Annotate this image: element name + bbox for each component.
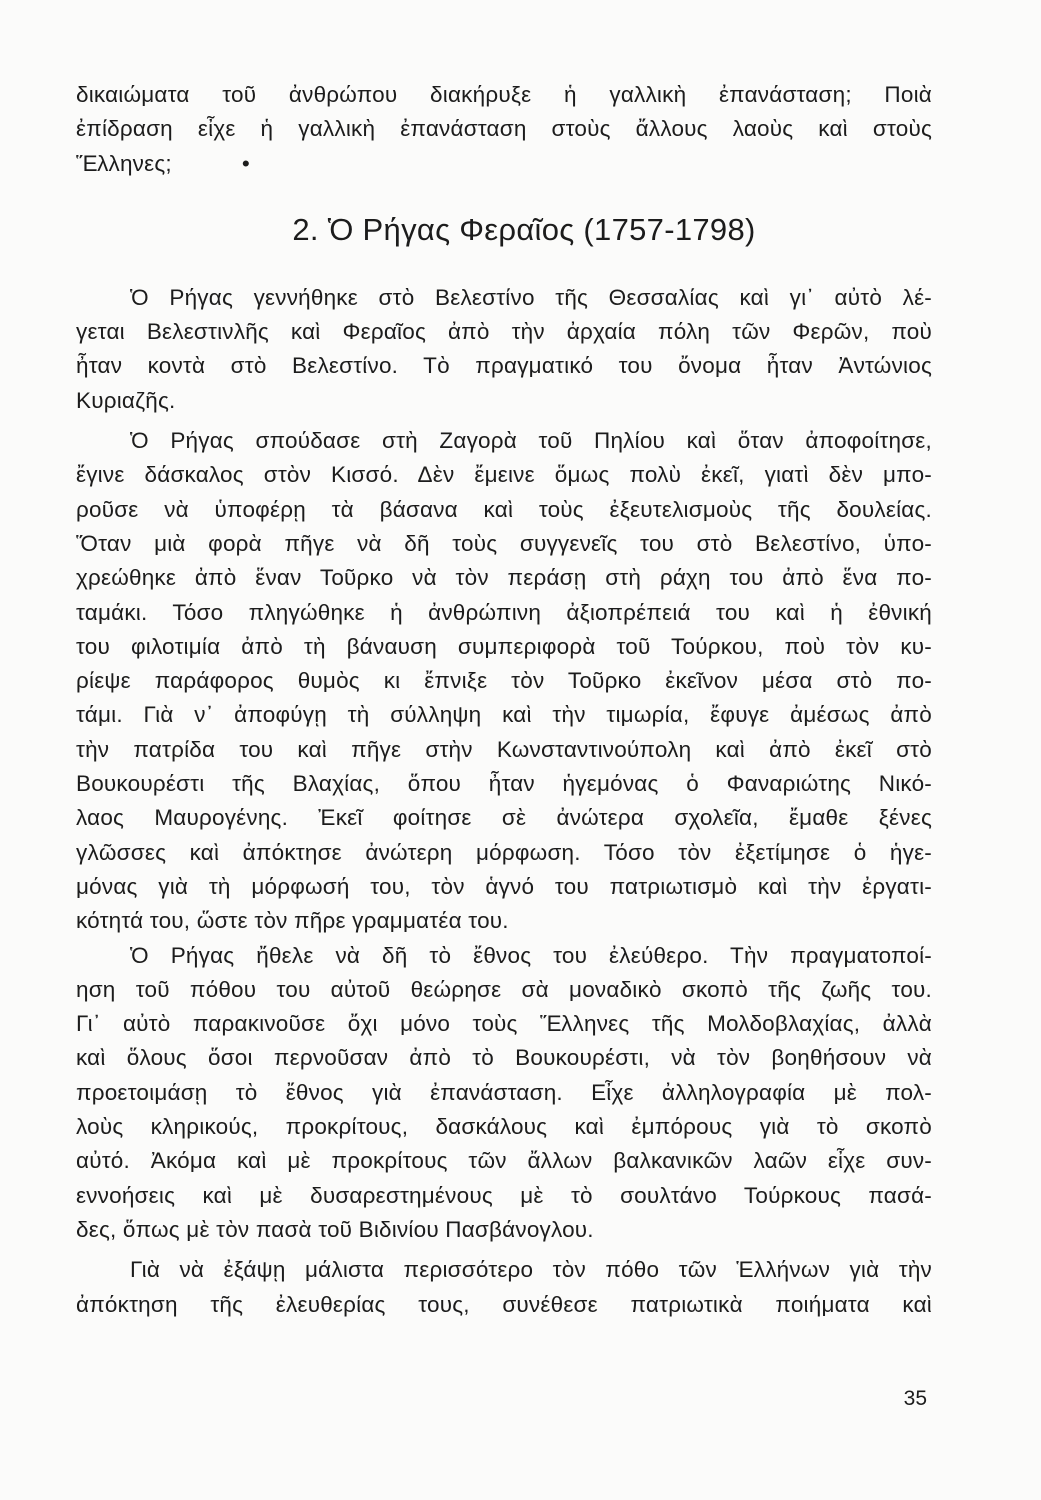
text-line: δικαιώματα τοῦ ἀνθρώπου διακήρυξε ἡ γαλλικὴ ἐπανάσταση; Ποιὰ bbox=[76, 82, 932, 107]
paragraph-2 bbox=[76, 424, 932, 938]
text-line: αὐτό. Ἀκόμα καὶ μὲ προκρίτους τῶν ἄλλων βαλκανικῶν λαῶν εἶχε συν- bbox=[76, 1148, 932, 1174]
text-line: ροῦσε νὰ ὑποφέρῃ τὰ βάσανα καὶ τοὺς ἐξευτελισμοὺς τῆς δουλείας. bbox=[76, 496, 932, 522]
text-line: γλῶσσες καὶ ἀπόκτησε ἀνώτερη μόρφωση. Τόσο τὸν ἐξετίμησε ὁ ἡγε- bbox=[76, 839, 932, 865]
text-line: τάμι. Γιὰ ν᾽ ἀποφύγῃ τὴ σύλληψη καὶ τὴν τιμωρία, ἔφυγε ἀμέσως ἀπὸ bbox=[76, 702, 932, 728]
text-line: Ἕλληνες; bbox=[76, 150, 172, 176]
text-line: μόνας γιὰ τὴ μόρφωσή του, τὸν ἁγνό του πατριωτισμὸ καὶ τὴν ἐργατι- bbox=[76, 873, 932, 899]
text-line: ρίεψε παράφορος θυμὸς κι ἔπνιξε τὸν Τοῦρκο ἐκεῖνον μέσα στὸ πο- bbox=[76, 668, 932, 694]
text-line: Κυριαζῆς. bbox=[76, 387, 176, 413]
text-line: ταμάκι. Τόσο πληγώθηκε ἡ ἀνθρώπινη ἀξιοπρέπειά του καὶ ἡ ἐθνική bbox=[76, 599, 932, 625]
text-line: κότητά του, ὥστε τὸν πῆρε γραμματέα του. bbox=[76, 908, 509, 934]
text-line: δες, ὅπως μὲ τὸν πασὰ τοῦ Βιδινίου Πασβάνογλου. bbox=[76, 1216, 594, 1242]
section-heading: 2. Ὁ Ρήγας Φεραῖος (1757-1798) bbox=[292, 211, 756, 247]
page-number: 35 bbox=[903, 1387, 927, 1410]
bullet-mark: • bbox=[241, 150, 250, 176]
text-line: ἀπόκτηση τῆς ἐλευθερίας τους, συνέθεσε πατριωτικὰ ποιήματα καὶ bbox=[76, 1291, 932, 1317]
page-body bbox=[76, 78, 932, 1322]
text-line: ηση τοῦ πόθου του αὐτοῦ θεώρησε σὰ μοναδικὸ σκοπὸ τῆς ζωῆς του. bbox=[76, 976, 932, 1002]
text-line: ἦταν κοντὰ στὸ Βελεστίνο. Τὸ πραγματικό του ὄνομα ἦταν Ἀντώνιος bbox=[76, 353, 932, 379]
text-line: γεται Βελεστινλῆς καὶ Φεραῖος ἀπὸ τὴν ἀρχαία πόλη τῶν Φερῶν, ποὺ bbox=[76, 319, 932, 345]
paragraph-1 bbox=[76, 281, 932, 418]
text-line: λαος Μαυρογένης. Ἐκεῖ φοίτησε σὲ ἀνώτερα σχολεῖα, ἔμαθε ξένες bbox=[76, 805, 932, 831]
text-line-with-bullet bbox=[76, 147, 932, 181]
text-line: ἔγινε δάσκαλος στὸν Κισσό. Δὲν ἔμεινε ὅμως πολὺ ἐκεῖ, γιατὶ δὲν μπο- bbox=[76, 462, 932, 488]
text-line: Ὅταν μιὰ φορὰ πῆγε νὰ δῆ τοὺς συγγενεῖς του στὸ Βελεστίνο, ὑπο- bbox=[76, 530, 932, 556]
text-line: ἐπίδραση εἶχε ἡ γαλλικὴ ἐπανάσταση στοὺς ἄλλους λαοὺς καὶ στοὺς bbox=[76, 116, 932, 142]
text-line: του φιλοτιμία ἀπὸ τὴ βάναυση συμπεριφορὰ τοῦ Τούρκου, ποὺ τὸν κυ- bbox=[76, 633, 932, 659]
text-line: Βουκουρέστι τῆς Βλαχίας, ὅπου ἦταν ἡγεμόνας ὁ Φαναριώτης Νικό- bbox=[76, 771, 932, 797]
text-line: Ὁ Ρήγας ἤθελε νὰ δῆ τὸ ἔθνος του ἐλεύθερο. Τὴν πραγματοποί- bbox=[130, 942, 932, 968]
text-line: Ὁ Ρήγας σπούδασε στὴ Ζαγορὰ τοῦ Πηλίου καὶ ὅταν ἀποφοίτησε, bbox=[130, 428, 932, 454]
text-line: εννοήσεις καὶ μὲ δυσαρεστημένους μὲ τὸ σουλτάνο Τούρκους πασά- bbox=[76, 1182, 932, 1208]
text-line: καὶ ὅλους ὅσοι περνοῦσαν ἀπὸ τὸ Βουκουρέστι, νὰ τὸν βοηθήσουν νὰ bbox=[76, 1045, 932, 1071]
text-line: Ὁ Ρήγας γεννήθηκε στὸ Βελεστίνο τῆς Θεσσαλίας καὶ γι᾽ αὐτὸ λέ- bbox=[130, 284, 932, 310]
text-line: προετοιμάσῃ τὸ ἔθνος γιὰ ἐπανάσταση. Εἶχε ἀλληλογραφία μὲ πολ- bbox=[76, 1079, 932, 1105]
text-line: τὴν πατρίδα του καὶ πῆγε στὴν Κωνσταντινούπολη καὶ ἀπὸ ἐκεῖ στὸ bbox=[76, 736, 932, 762]
paragraph-3 bbox=[76, 939, 932, 1248]
text-line: χρεώθηκε ἀπὸ ἕναν Τοῦρκο νὰ τὸν περάσῃ στὴ ράχη του ἀπὸ ἕνα πο- bbox=[76, 565, 932, 591]
text-line: Γι᾽ αὐτὸ παρακινοῦσε ὄχι μόνο τοὺς Ἕλληνες τῆς Μολδοβλαχίας, ἀλλὰ bbox=[76, 1011, 932, 1037]
text-line: λοὺς κληρικούς, προκρίτους, δασκάλους καὶ ἐμπόρους γιὰ τὸ σκοπὸ bbox=[76, 1114, 932, 1140]
text-line: Γιὰ νὰ ἐξάψῃ μάλιστα περισσότερο τὸν πόθο τῶν Ἑλλήνων γιὰ τὴν bbox=[130, 1257, 932, 1283]
paragraph-4 bbox=[76, 1253, 932, 1322]
